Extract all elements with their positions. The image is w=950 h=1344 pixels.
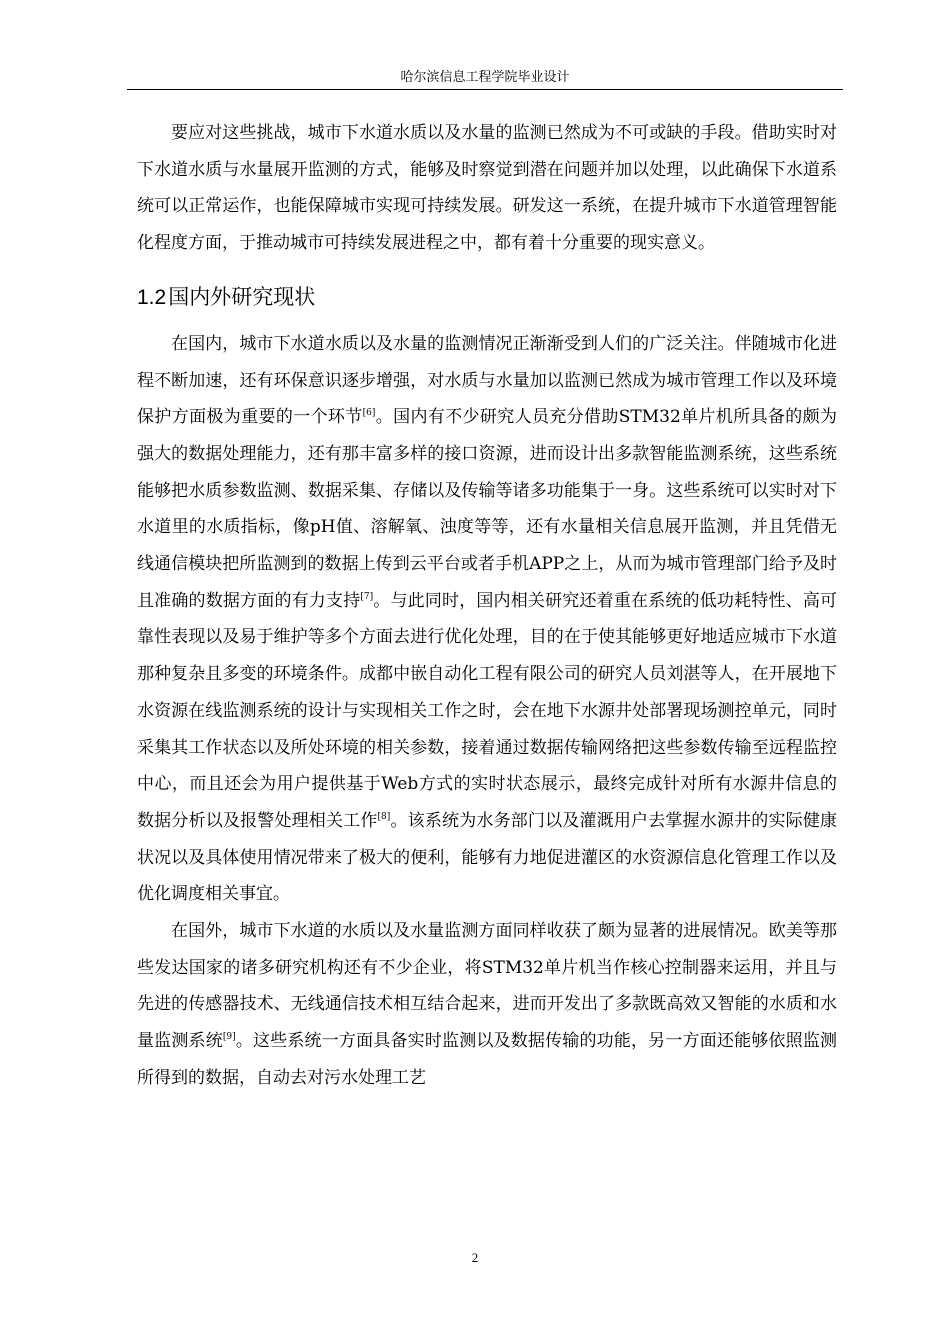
header-divider — [127, 89, 843, 90]
body-paragraph — [137, 115, 837, 262]
text-segment: 。与此同时，国内相关研究还着重在系统的低功耗特性、高可靠性表现以及易于维护等多个方面去进行优化处理，目的在于使其能够更好地适应城市下水道那种复杂且多变的环境条件。成都中嵌自动化工程有限公司的研究人员刘湛等人，在开展地下水资源在线监测系统的设计与实现相关工作之时，会在地下水源井处部署现场测控单元，同时采集其工作状态以及所处环境的相关参数，接着通过数据传输网络把这些参数传输至远程监控中心，而且还会为用户提供基于Web方式的实时状态展示，最终完成针对所有水源井信息的数据分析以及报警处理相关工作 — [137, 590, 838, 831]
document-body — [137, 115, 837, 1097]
text-segment: 要应对这些挑战，城市下水道水质以及水量的监测已然成为不可或缺的手段。借助实时对下水道水质与水量展开监测的方式，能够及时察觉到潜在问题并加以处理，以此确保下水道系统可以正常运作，也能保障城市实现可持续发展。研发这一系统，在提升城市下水道管理智能化程度方面，于推动城市可持续发展进程之中，都有着十分重要的现实意义。 — [137, 123, 837, 254]
citation-marker[interactable]: [7] — [360, 591, 374, 602]
citation-marker[interactable]: [6] — [362, 408, 376, 419]
text-segment: 在国外，城市下水道的水质以及水量监测方面同样收获了颇为显著的进展情况。欧美等那些发达国家的诸多研究机构还有不少企业，将STM32单片机当作核心控制器来运用，并且与先进的传感器技术、无线通信技术相互结合起来，进而开发出了多款既高效又智能的水质和水量监测系统 — [137, 921, 837, 1052]
page-number: 2 — [471, 1250, 479, 1265]
section-number: 1.2 — [137, 285, 167, 309]
body-paragraph — [137, 913, 837, 1097]
text-segment: 在国内，城市下水道水质以及水量的监测情况正渐渐受到人们的广泛关注。伴随城市化进程不断加速，还有环保意识逐步增强，对水质与水量加以监测已然成为城市管理工作以及环境保护方面极为重要的一个环节 — [137, 333, 837, 428]
section-title: 国内外研究现状 — [168, 284, 316, 309]
citation-marker[interactable]: [9] — [222, 1032, 236, 1043]
text-segment: 。国内有不少研究人员充分借助STM32单片机所具备的颇为强大的数据处理能力，还有那丰富多样的接口资源，进而设计出多款智能监测系统，这些系统能够把水质参数监测、数据采集、存储以及传输等诸多功能集于一身。这些系统可以实时对下水道里的水质指标，像pH值、溶解氧、浊度等等，还有水量相关信息展开监测，并且凭借无线通信模块把所监测到的数据上传到云平台或者手机APP之上，从而为城市管理部门给予及时且准确的数据方面的有力支持 — [137, 407, 838, 611]
text-segment: 。该系统为水务部门以及灌溉用户去掌握水源井的实际健康状况以及具体使用情况带来了极大的便利，能够有力地促进灌区的水资源信息化管理工作以及优化调度相关事宜。 — [137, 810, 838, 905]
body-paragraph — [137, 326, 837, 913]
section-heading — [137, 262, 837, 326]
text-segment: 。这些系统一方面具备实时监测以及数据传输的功能，另一方面还能够依照监测所得到的数据，自动去对污水处理工艺 — [137, 1031, 837, 1088]
page-header: 哈尔滨信息工程学院毕业设计 — [400, 70, 570, 85]
citation-marker[interactable]: [8] — [377, 811, 391, 822]
